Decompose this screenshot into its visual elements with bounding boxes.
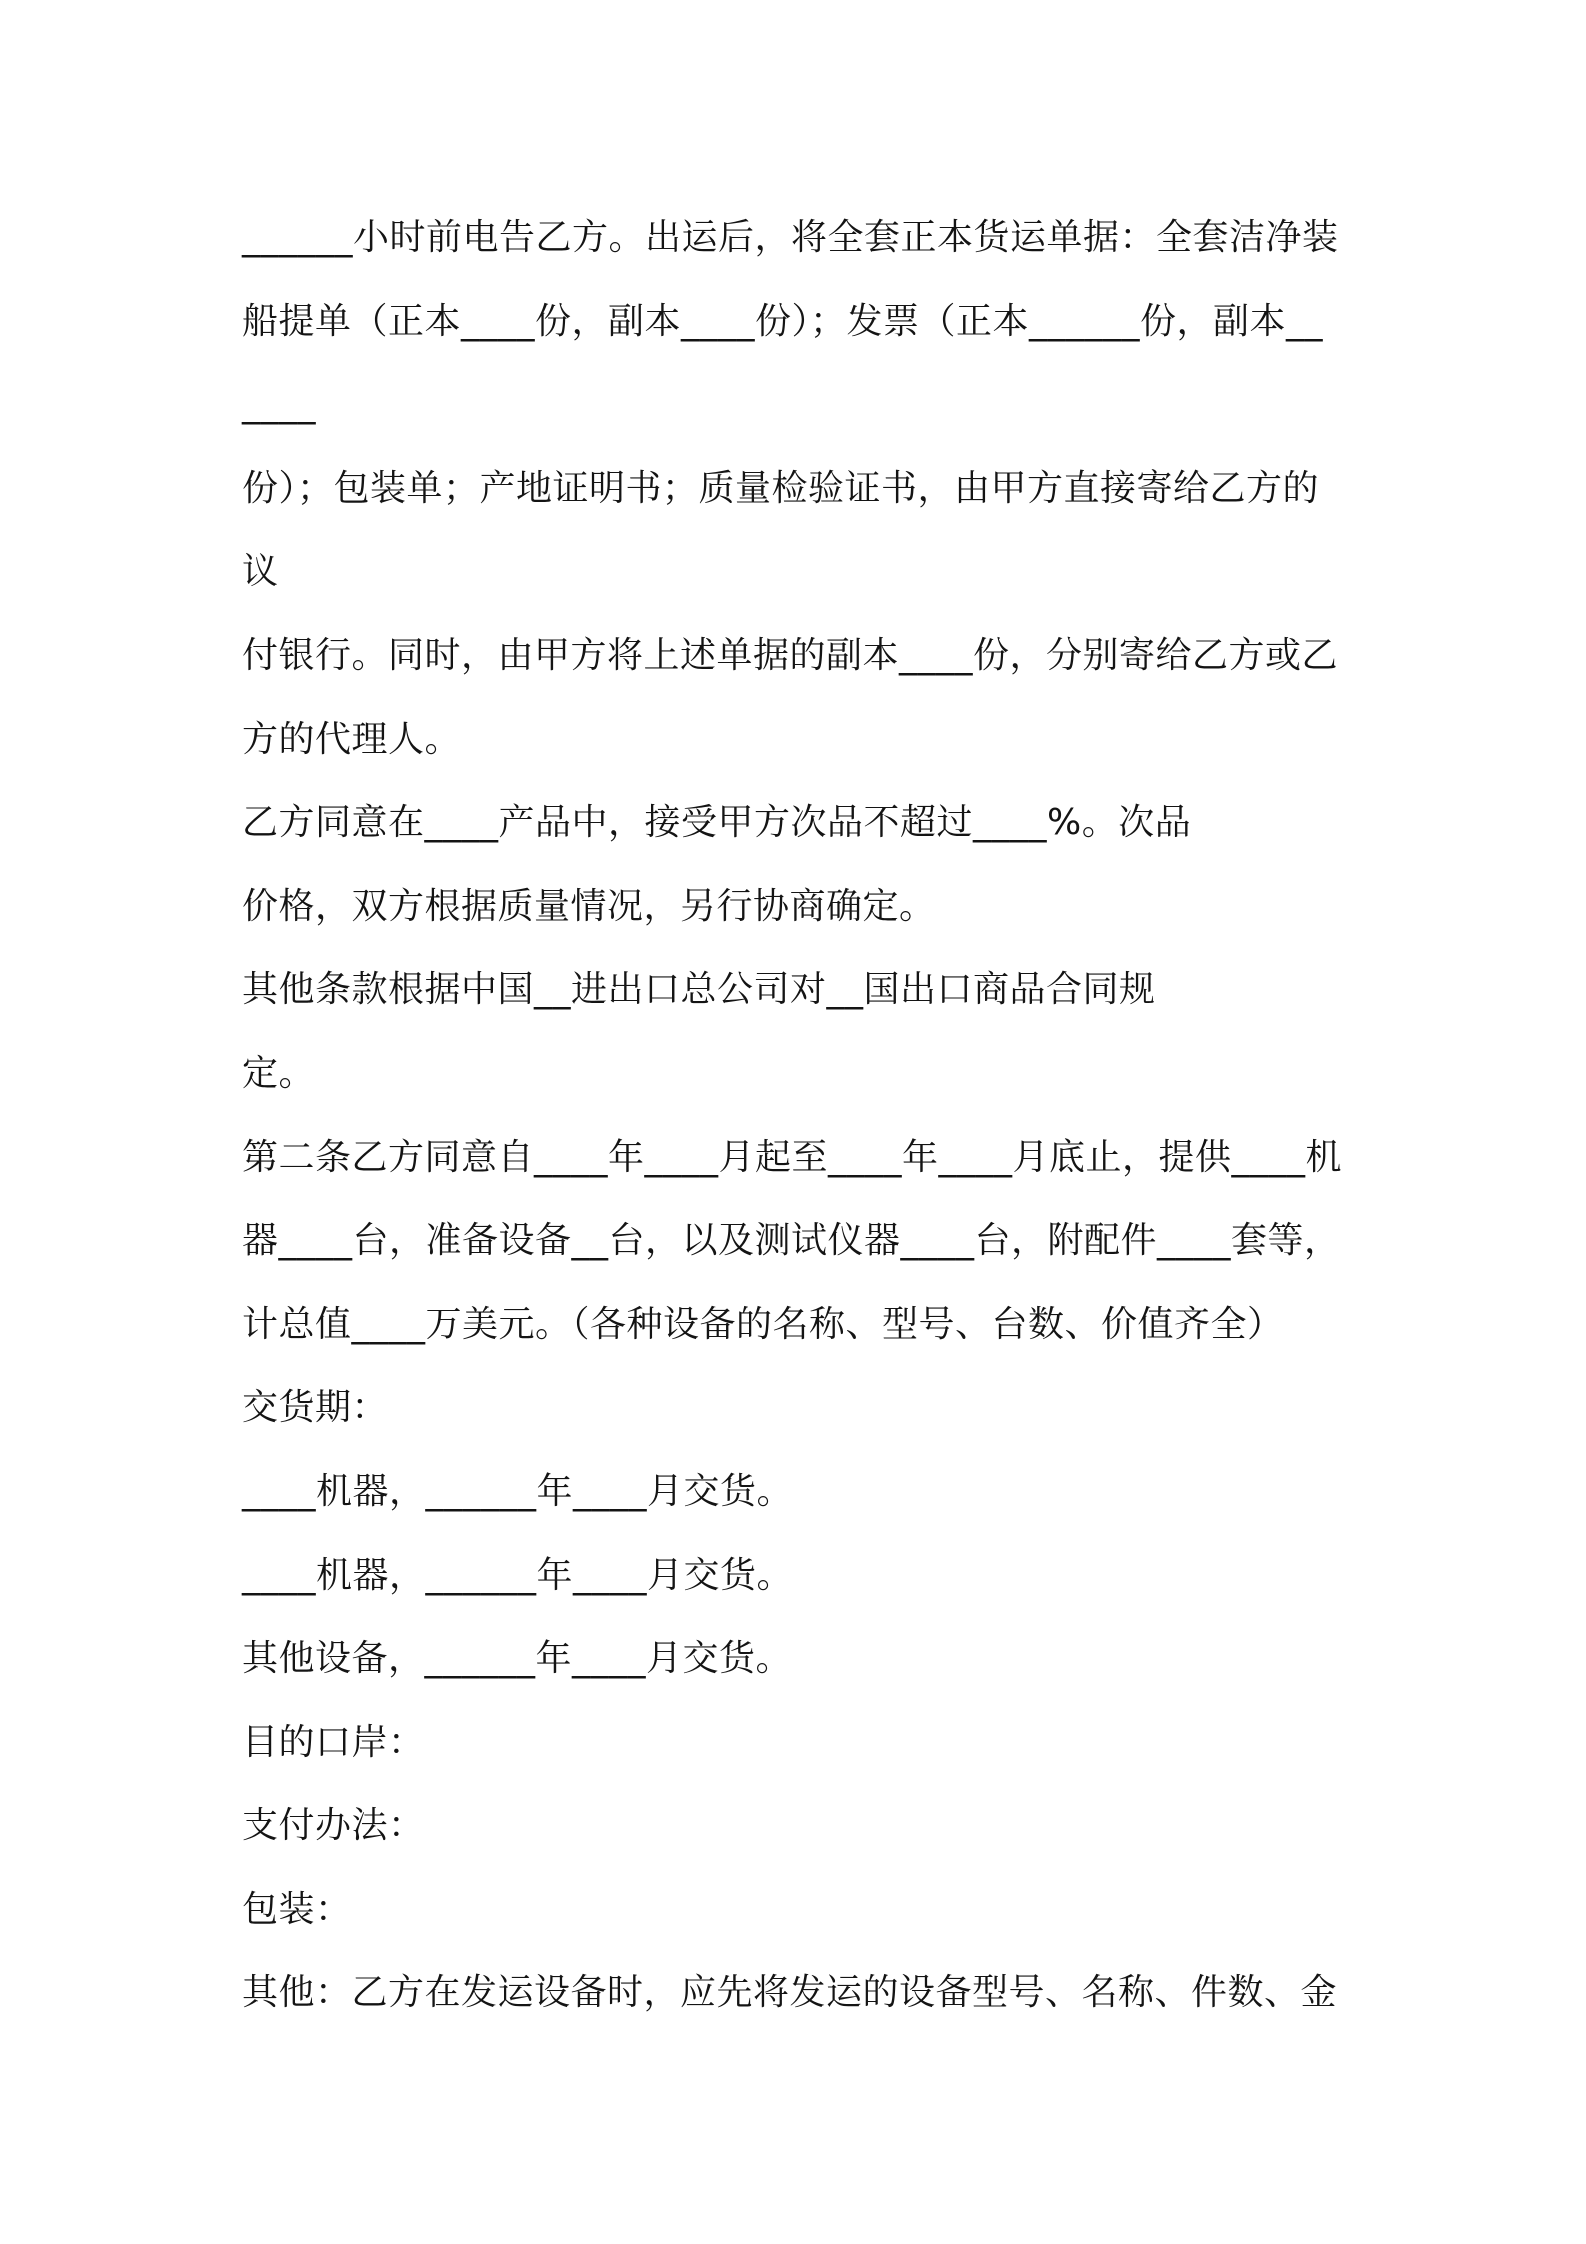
- text-line: 付银行。同时，由甲方将上述单据的副本____份，分别寄给乙方或乙: [242, 634, 1339, 676]
- text-line: 定。: [242, 1052, 316, 1094]
- text-line: ____: [242, 384, 316, 426]
- text-line: 价格，双方根据质量情况，另行协商确定。: [242, 885, 936, 927]
- text-line: 交货期：: [242, 1387, 389, 1429]
- text-line: 议: [242, 551, 279, 593]
- text-line: ______小时前电告乙方。出运后，将全套正本货运单据：全套洁净装: [242, 217, 1339, 258]
- text-line: 其他设备，______年____月交货。: [242, 1638, 793, 1680]
- text-line: ____机器，______年____月交货。: [242, 1470, 794, 1512]
- text-line: 计总值____万美元。（各种设备的名称、型号、台数、价值齐全）: [242, 1303, 1284, 1345]
- text-line: 器____台，准备设备__台，以及测试仪器____台，附配件____套等，: [242, 1220, 1341, 1262]
- text-line: 船提单（正本____份，副本____份）；发票（正本______份，副本__: [242, 300, 1324, 342]
- text-line: 乙方同意在____产品中，接受甲方次品不超过____%。次品: [242, 802, 1192, 844]
- text-line: 第二条乙方同意自____年____月起至____年____月底止，提供____机: [242, 1136, 1343, 1178]
- text-line: 支付办法：: [242, 1805, 425, 1847]
- text-line: 其他条款根据中国__进出口总公司对__国出口商品合同规: [242, 969, 1156, 1011]
- text-line: 份）；包装单；产地证明书；质量检验证书，由甲方直接寄给乙方的: [242, 467, 1320, 509]
- contract-text-block: [242, 196, 1362, 2035]
- text-line: 包装：: [242, 1888, 352, 1930]
- text-line: 其他：乙方在发运设备时，应先将发运的设备型号、名称、件数、金: [242, 1972, 1338, 2014]
- text-line: 方的代理人。: [242, 718, 462, 760]
- text-line: 目的口岸：: [242, 1721, 425, 1763]
- text-line: ____机器，______年____月交货。: [242, 1554, 794, 1596]
